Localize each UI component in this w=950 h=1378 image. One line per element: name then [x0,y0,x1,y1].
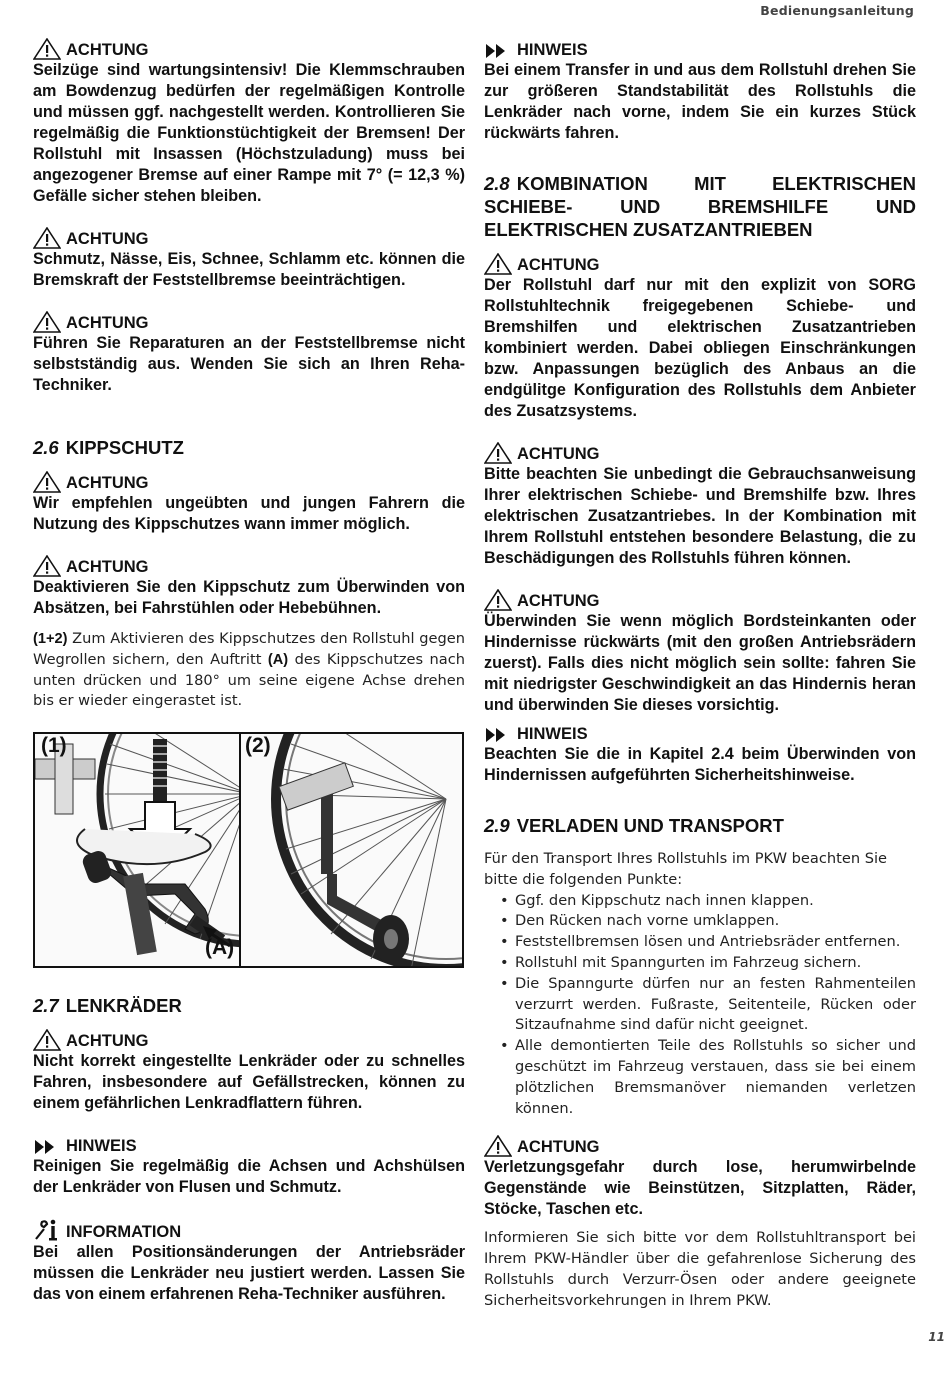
figure-reference: (1+2) [33,631,68,647]
warning-title: ACHTUNG [517,256,600,274]
right-column [484,38,916,1312]
warning-block [33,311,465,396]
section-heading-2-8 [484,172,916,241]
warning-text: Seilzüge sind wartungsintensiv! Die Klemmschrauben am Bowdenzug bedürfen der regelmäßigen Kontrolle und müssen ggf. nachgestellt werden. Kontrollieren Sie regelmäßig die Funktionstüchtigkeit der Bremsen! Der Rollstuhl mit Insassen (Höchstzuladung) muss bei angezogener Bremse auf einer Rampe mit 7° (= 12,3 %) Gefälle sicher stehen bleiben. [33,61,465,205]
figure-label-a: (A) [205,936,235,960]
warning-triangle-icon [33,38,61,60]
section-heading-2-7 [33,994,465,1017]
section-title: LENKRÄDER [65,995,182,1017]
warning-title: ACHTUNG [66,41,149,59]
warning-triangle-icon [484,1135,512,1157]
warning-text: Führen Sie Reparaturen an der Feststellbremse nicht selbstständig aus. Wenden Sie sich an Ihren Reha-Techniker. [33,334,465,394]
warning-block [33,38,465,207]
page-number: 11 [928,1330,945,1344]
hint-title: HINWEIS [517,725,588,743]
figure-panel-2 [239,732,464,968]
warning-triangle-icon [484,589,512,611]
list-item: • Den Rücken nach vorne umklappen. [498,911,916,932]
warning-text: Nicht korrekt eingestellte Lenkräder oder zu schnelles Fahren, insbesondere auf Gefällstrecken, können zu einem gefährlichen Lenkradflattern führen. [33,1052,465,1113]
warning-text: Verletzungsgefahr durch lose, herumwirbelnde Gegenstände wie Beinstützen, Sitzplatten, Räder, Stöcke, Taschen etc. [484,1158,916,1219]
warning-block [33,555,465,619]
warning-text: Wir empfehlen ungeübten und jungen Fahrern die Nutzung des Kippschutzes wann immer möglich. [33,494,465,533]
hint-block [33,1134,465,1198]
warning-block [33,1029,465,1114]
hint-text: Beachten Sie die in Kapitel 2.4 beim Überwinden von Hindernissen aufgeführten Sicherheitshinweise. [484,745,916,784]
warning-title: ACHTUNG [517,1138,600,1157]
figure-panel-1 [33,732,241,968]
warning-block [33,227,465,291]
warning-block [484,589,916,716]
warning-title: ACHTUNG [66,474,149,492]
wheelchair-tipper-illustration-1 [35,734,241,968]
kippschutz-figure [33,732,464,968]
warning-triangle-icon [33,1029,61,1051]
double-arrow-hint-icon [484,726,512,744]
wrench-info-icon [33,1218,61,1242]
kippschutz-instructions: (1+2) Zum Aktivieren des Kippschutzes den Rollstuhl gegen Wegrollen sichern, den Auftritt (A) des Kippschutzes nach unten drücken und 180° um seine eigene Achse drehen bis er wieder eingerastet ist. [33,630,465,710]
transport-intro: Für den Transport Ihres Rollstuhls im PKW beachten Sie bitte die folgenden Punkte: [484,850,888,888]
information-title: INFORMATION [66,1223,182,1242]
warning-title: ACHTUNG [66,230,149,248]
warning-triangle-icon [33,471,61,493]
double-arrow-hint-icon [33,1138,61,1156]
warning-block [484,442,916,569]
document-header-title: Bedienungsanleitung [760,3,914,18]
section-title: KOMBINATION MIT ELEKTRISCHEN SCHIEBE- UND BREMSHILFE UND ELEKTRISCHEN ZUSATZANTRIEBEN [484,173,916,240]
section-heading-2-6 [33,436,465,459]
wheelchair-tipper-illustration-2 [241,734,464,968]
section-number: 2.8 [484,173,510,194]
section-number: 2.7 [33,995,59,1017]
figure-label-1: (1) [41,734,67,758]
double-arrow-hint-icon [484,42,512,60]
hint-text: Reinigen Sie regelmäßig die Achsen und Achshülsen der Lenkräder von Flusen und Schmutz. [33,1157,465,1197]
warning-title: ACHTUNG [517,592,600,610]
list-item: • Feststellbremsen lösen und Antriebsräder entfernen. [498,932,916,953]
warning-triangle-icon [33,311,61,333]
warning-text: Überwinden Sie wenn möglich Bordsteinkanten oder Hindernisse rückwärts (mit den großen Antriebsrädern zuerst). Falls dies nicht möglich sein sollte: fahren Sie mit niedrigster Geschwindigkeit an das Hindernis heran und überwinden Sie dieses vorsichtig. [484,612,916,714]
warning-text: Der Rollstuhl darf nur mit den explizit von SORG Rollstuhltechnik freigegebenen Schiebe- und Bremshilfen und elektrischen Zusatzantrieben kombiniert werden. Dabei obliegen Einschränkungen bzw. Anpassungen bezüglich des Anbaus an die endgülitge Konfiguration des Rollstuhls dem Anbieter des Zusatzsystems. [484,276,916,420]
transport-outro: Informieren Sie sich bitte vor dem Rollstuhltransport bei Ihrem PKW-Händler über die gefahrenlose Sicherung des Rollstuhls durch Verzurr-Ösen oder andere geeignete Sicherheitsvorkehrungen in Ihrem PKW. [484,1229,916,1309]
list-item: • Ggf. den Kippschutz nach innen klappen. [498,891,916,912]
warning-block [484,1135,916,1220]
section-number: 2.6 [33,437,59,458]
warning-triangle-icon [33,555,61,577]
left-column [33,38,465,1325]
information-text: Bei allen Positionsänderungen der Antriebsräder müssen die Lenkräder neu justiert werden. Lassen Sie das von einem erfahrenen Reha-Techniker ausführen. [33,1243,465,1304]
section-title: KIPPSCHUTZ [65,437,184,458]
warning-block [484,253,916,422]
hint-text: Bei einem Transfer in und aus dem Rollstuhl drehen Sie zur größeren Standstabilität des Rollstuhls die Lenkräder nach vorne, indem Sie ein kurzes Stück rückwärts fahren. [484,61,916,142]
list-item: • Alle demontierten Teile des Rollstuhls so sicher und geschützt im Fahrzeug verstauen, dass sie bei einem plötzlichen Bremsmanöver niemanden verletzen können. [498,1036,916,1119]
section-heading-2-9 [484,814,916,837]
hint-block [484,38,916,144]
list-item: • Rollstuhl mit Spanngurten im Fahrzeug sichern. [498,953,916,974]
warning-title: ACHTUNG [66,314,149,332]
section-number: 2.9 [484,815,510,836]
warning-title: ACHTUNG [66,1032,149,1051]
section-title: VERLADEN UND TRANSPORT [516,815,784,836]
warning-title: ACHTUNG [66,558,149,576]
figure-label-2: (2) [245,734,271,758]
transport-checklist [498,891,916,1120]
hint-title: HINWEIS [66,1137,137,1156]
hint-block [484,722,916,786]
part-reference: (A) [267,651,289,668]
warning-text: Bitte beachten Sie unbedingt die Gebrauchsanweisung Ihrer elektrischen Schiebe- und Bremshilfe bzw. Ihres elektrischen Zusatzantriebes. In der Kombination mit Ihrem Rollstuhl entstehen besondere Belastung, die zu Beschädigungen des Rollstuhls führen können. [484,465,916,567]
warning-triangle-icon [33,227,61,249]
warning-triangle-icon [484,253,512,275]
information-block [33,1218,465,1305]
warning-text: Deaktivieren Sie den Kippschutz zum Überwinden von Absätzen, bei Fahrstühlen oder Hebebühnen. [33,578,465,617]
hint-title: HINWEIS [517,41,588,59]
list-item: • Die Spanngurte dürfen nur an festen Rahmenteilen verzurrt werden. Fußraste, Seitenteile, Rücken oder Sitzaufnahme sind dafür nicht geeignet. [498,974,916,1036]
warning-block [33,471,465,535]
warning-text: Schmutz, Nässe, Eis, Schnee, Schlamm etc. können die Bremskraft der Feststellbremse beeinträchtigen. [33,250,465,289]
warning-title: ACHTUNG [517,445,600,463]
warning-triangle-icon [484,442,512,464]
